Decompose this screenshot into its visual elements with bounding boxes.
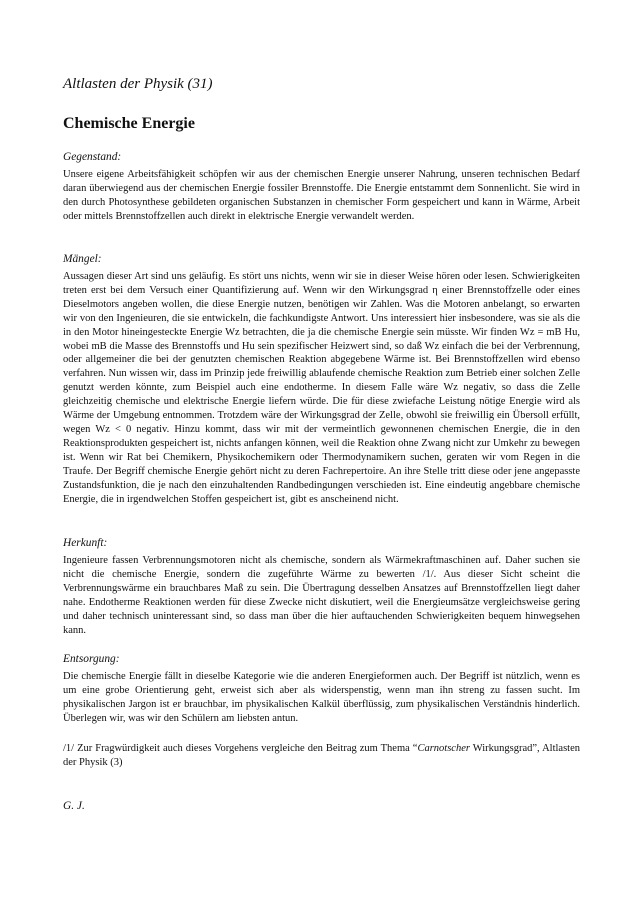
section-heading: Mängel: xyxy=(63,253,102,265)
footnote-prefix: /1/ Zur Fragwürdigkeit auch dieses Vorgehens vergleiche den Beitrag zum Thema “ xyxy=(63,743,418,754)
section-text: Aussagen dieser Art sind uns geläufig. Es stört uns nichts, wenn wir sie in dieser Weise hören oder lesen. Schwierigkeiten treten erst bei dem Versuch einer Quantifizierung auf. Wenn wir den Wirkungsgrad η einer Brennstoffzelle oder eines Dieselmotors angeben wollen, die diese Energie nutzen, benötigen wir Zahlen. Was die Motoren anbelangt, so erwarten wir von den Ingenieuren, die sie entwickeln, die fachkundigste Antwort. Uns interessiert hier insbesondere, was sie als die in den Motor hineingesteckte Energie Wz betrachten, die ja die chemische Energie sein müsste. Wir finden Wz = mB Hu, wobei mB die Masse des Brennstoffs und Hu sein spezifischer Heizwert sind, so daß Wz einfach die bei der Verbrennung, oder allgemeiner die bei der genutzten chemischen Reaktion abgegebene Wärme ist. Bei Brennstoffzellen wird ebenso verfahren. Nun wissen wir, dass im Prinzip jede freiwillig ablaufende chemische Reaktion zum Betrieb einer solchen Zelle genutzt werden könnte, zum Beispiel auch eine endotherme. In diesem Falle wäre Wz negativ, so dass die Zelle gleichzeitig chemische und elektrische Energie liefern würde. Die für diese zwiefache Leistung nötige Energie wird als Wärme der Umgebung entnommen. Trotzdem wäre der Wirkungsgrad der Zelle, obwohl sie freiwillig ein Übersoll erfüllt, wegen Wz < 0 negativ. Hinzu kommt, dass wir mit der vermeintlich gewonnenen chemischen Energie, die in den Reaktionsprodukten gespeichert ist, nichts anfangen können, weil die Reaktion ohne Zwang nicht zur Umkehr zu bewegen ist. Wenn wir Rat bei Chemikern, Physikochemikern oder Thermodynamikern suchen, geraten wir vom Regen in die Traufe. Der Begriff chemische Energie gehört nicht zu deren Fachrepertoire. An ihre Stelle tritt diese oder jene angepasste Zustandsfunktion, die je nach den einzuhaltenden Randbedingungen verschieden ist. Eine eindeutig angebbare chemische Energie, die in irgendwelchen Stoffen gespeichert ist, gibt es anscheinend nicht. xyxy=(63,271,580,505)
footnote-emphasis: Carnotscher xyxy=(417,743,470,754)
section-text: Die chemische Energie fällt in dieselbe Kategorie wie die anderen Energieformen auch. Der Begriff ist nützlich, wenn es um eine grobe Orientierung geht, erweist sich aber als widerspenstig, wenn man ihn streng zu fassen sucht. Im physikalischen Jargon ist er brauchbar, im physikalischen Kalkül überflüssig, zum physikalischen Verständnis hinderlich. Überlegen wir, was wir den Schülern am liebsten antun. xyxy=(63,671,580,724)
series-title: Altlasten der Physik (31) xyxy=(63,76,213,92)
section-heading: Entsorgung: xyxy=(63,653,120,665)
footnote-suffix: Wirkungsgrad”, Altlasten der Physik (3) xyxy=(63,743,580,768)
section-entsorgung xyxy=(63,652,580,726)
section-gegenstand xyxy=(63,150,580,224)
section-text: Ingenieure fassen Verbrennungsmotoren nicht als chemische, sondern als Wärmekraftmaschinen auf. Daher suchen sie nicht die chemische Energie, sondern die zugeführte Wärme zu bewerten /1/. Aus dieser Sicht scheint die Verbrennungswärme ein brauchbares Maß zu sein. Die Übertragung desselben Ansatzes auf Brennstoffzellen liegt daher nahe. Endotherme Reaktionen werden für diese Zwecke nicht diskutiert, weil die Energieumsätze vergleichsweise gering und daher technisch uninteressant sind, so dass man über die hier auftauchenden Schwierigkeiten bequem hinwegsehen kann. xyxy=(63,555,580,636)
section-heading: Gegenstand: xyxy=(63,151,122,163)
section-text: Unsere eigene Arbeitsfähigkeit schöpfen wir aus der chemischen Energie unserer Nahrung, unseren technischen Bedarf daran überwiegend aus der chemischen Energie fossiler Brennstoffe. Die Energie entstammt dem Sonnenlicht. Sie wird in den durch Photosynthese gebildeten organischen Substanzen in chemischer Form gespeichert und kann in Wärme, Arbeit oder mittels Brennstoffzellen auch direkt in elektrische Energie verwandelt werden. xyxy=(63,169,580,222)
section-maengel xyxy=(63,252,580,506)
footnote xyxy=(63,742,580,770)
signature: G. J. xyxy=(63,800,85,812)
section-heading: Herkunft: xyxy=(63,537,108,549)
section-herkunft xyxy=(63,536,580,637)
article-title: Chemische Energie xyxy=(63,115,195,132)
